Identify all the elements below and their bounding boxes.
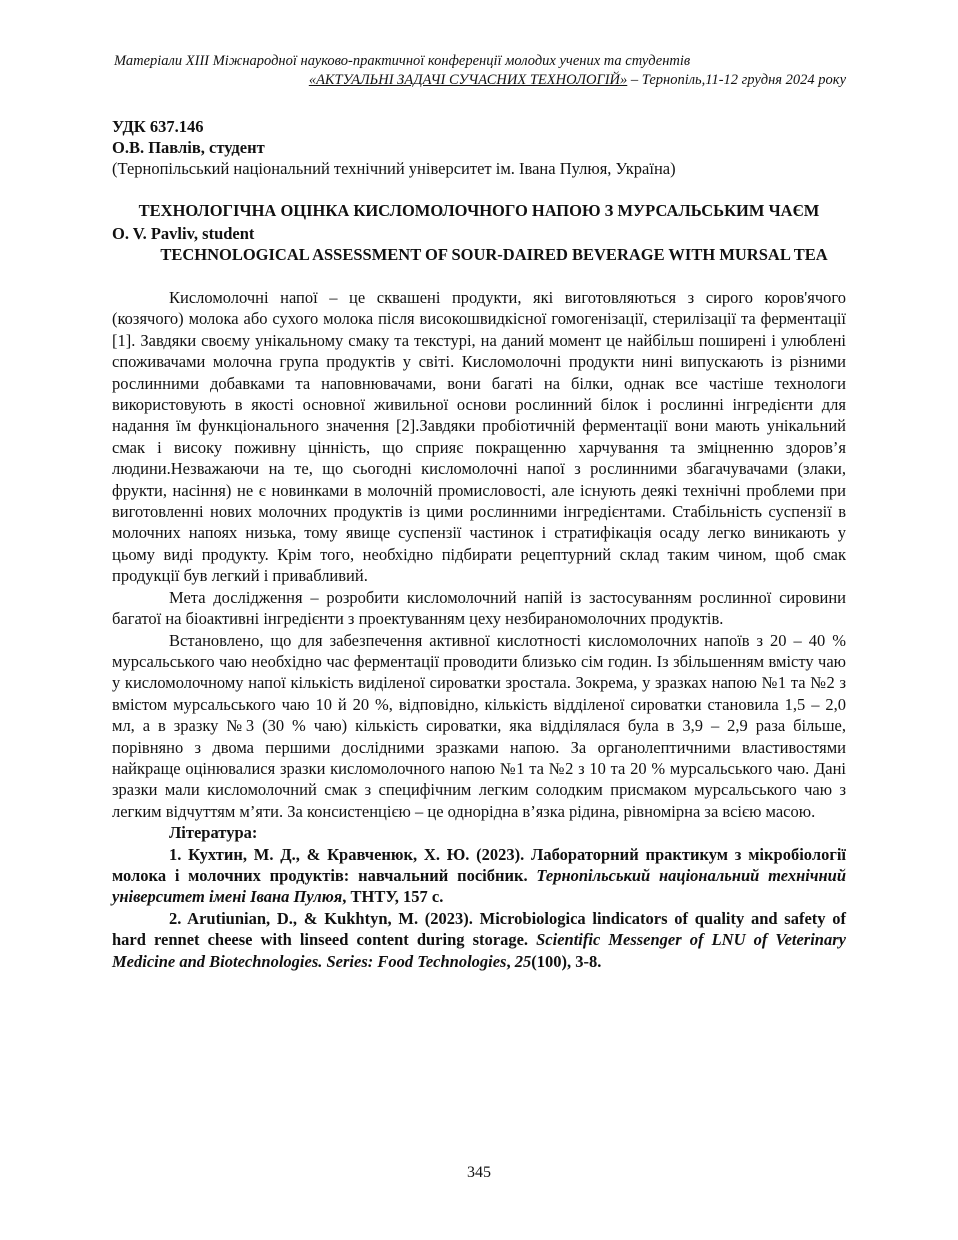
reference-sep: , <box>506 951 515 971</box>
reference-item <box>112 908 846 972</box>
paragraph: Мета дослідження – розробити кисломолочний напій із застосуванням рослинної сировини багатої на біоактивні інгредієнти з проектуванням цеху незбираномолочних продуктів. <box>112 587 846 629</box>
reference-tail: (100), 3-8. <box>531 951 602 971</box>
running-header <box>112 52 846 90</box>
affiliation: (Тернопільський національний технічний університет ім. Івана Пулюя, Україна) <box>112 159 676 178</box>
header-conference: Матеріали XIII Міжнародної науково-практичної конференції молодих учених та студентів <box>114 53 691 69</box>
title-en: TECHNOLOGICAL ASSESSMENT OF SOUR-DAIRED BEVERAGE WITH MURSAL TEA <box>160 245 828 264</box>
paragraph: Встановлено, що для забезпечення активної кислотності кисломолочних напоїв з 20 – 40 % мурсальського чаю необхідно час ферментації проводити близько сім годин. Із збільшенням вмісту чаю у кисломолочному напої кількість виділеної сироватки зростала. Зокрема, у зразках напою №1 та №2 з вмістом мурсальського чаю 10 й 20 %, відповідно, кількість відділеної сироватки становила 1,5 – 2,0 мл, а в зразку №3 (30 % чаю) кількість сироватки, яка відділялася була в 3,9 – 2,9 раза більше, порівняно з двома першими дослідними зразками напою. За органолептичними властивостями найкраще оцінювалися зразки кисломолочного напою №1 та №2 з 10 та 20 % мурсальського чаю. Дані зразки мали кисломолочний смак з специфічним легким солодким присмаком мурсальського чаю з легким відчуттям м’яти. За консистенцією – це однорідна в’язка рідина, рівномірна за всією масою. <box>112 630 846 821</box>
article-meta <box>112 116 846 179</box>
header-place-date: – Тернопіль,11-12 грудня 2024 року <box>627 72 846 88</box>
reference-text: 2. Arutiunian, D., & Kukhtyn, M. (2023). Microbiologica lindicators of quality and safety of hard rennet cheese with linseed content during storage. <box>112 908 846 950</box>
paragraph: Кисломолочні напої – це сквашені продукти, які виготовляються з сирого коров'ячого (козячого) молока або сухого молока після високошвидкісної гомогенізації, стерилізації та ферментації [1]. Завдяки своєму унікальному смаку та текстурі, на даний момент це найбільш поширені і улюблені споживачами молочна група продуктів у світі. Кисломолочні продукти нині випускають із різними рослинними добавками та наповнювачами, вони багаті на білки, однак все частіше технологи використовують в якості основної живильної основи рослинний білок і рослинні інгредієнти для надання їм функціонального значення [2].Завдяки пробіотичній ферментації вони мають унікальний смак і високу поживну цінність, що сприяє покращенню харчування та зміцненню здоров’я людини.Незважаючи на те, що сьогодні кисломолочні напої з рослинними збагачувачами (злаки, фрукти, насіння) не є новинками в молочній промисловості, але існують деякі технічні проблеми при виготовленні нових молочних продуктів із цими рослинними інгредієнтами. Стабільність суспензії в молочних напоях низька, тому явище суспензії частинок і стратифікація осаду легко виникають у цьому виді продукту. Крім того, необхідно підбирати рецептурний склад таким чином, щоб смак продукції був легкий і привабливий. <box>112 288 846 586</box>
udk-code: УДК 637.146 <box>112 117 204 136</box>
reference-source: Тернопільський національний технічний університет імені Івана Пулюя <box>112 865 846 907</box>
paper-page <box>112 52 846 972</box>
article-body <box>112 287 846 972</box>
author-en: O. V. Pavliv, student <box>112 224 255 243</box>
reference-volume: 25 <box>514 951 532 971</box>
title-uk: ТЕХНОЛОГІЧНА ОЦІНКА КИСЛОМОЛОЧНОГО НАПОЮ З МУРСАЛЬСЬКИМ ЧАЄМ <box>138 201 820 220</box>
reference-text: 1. Кухтин, М. Д., & Кравченюк, Х. Ю. (2023). Лабораторний практикум з мікробіології молока і молочних продуктів: навчальний посібник. <box>112 844 846 885</box>
header-conference-title <box>112 71 846 90</box>
literature-heading: Література: <box>169 823 258 843</box>
header-underlined: «АКТУАЛЬНІ ЗАДАЧІ СУЧАСНИХ ТЕХНОЛОГІЙ» <box>308 72 628 88</box>
reference-tail: , ТНТУ, 157 с. <box>342 887 444 907</box>
reference-item <box>112 844 846 908</box>
page-number: 345 <box>467 1164 491 1181</box>
reference-source: Scientific Messenger of LNU of Veterinary Medicine and Biotechnologies. Series: Food Technologies <box>112 930 846 971</box>
author-uk: О.В. Павлів, студент <box>112 138 265 157</box>
